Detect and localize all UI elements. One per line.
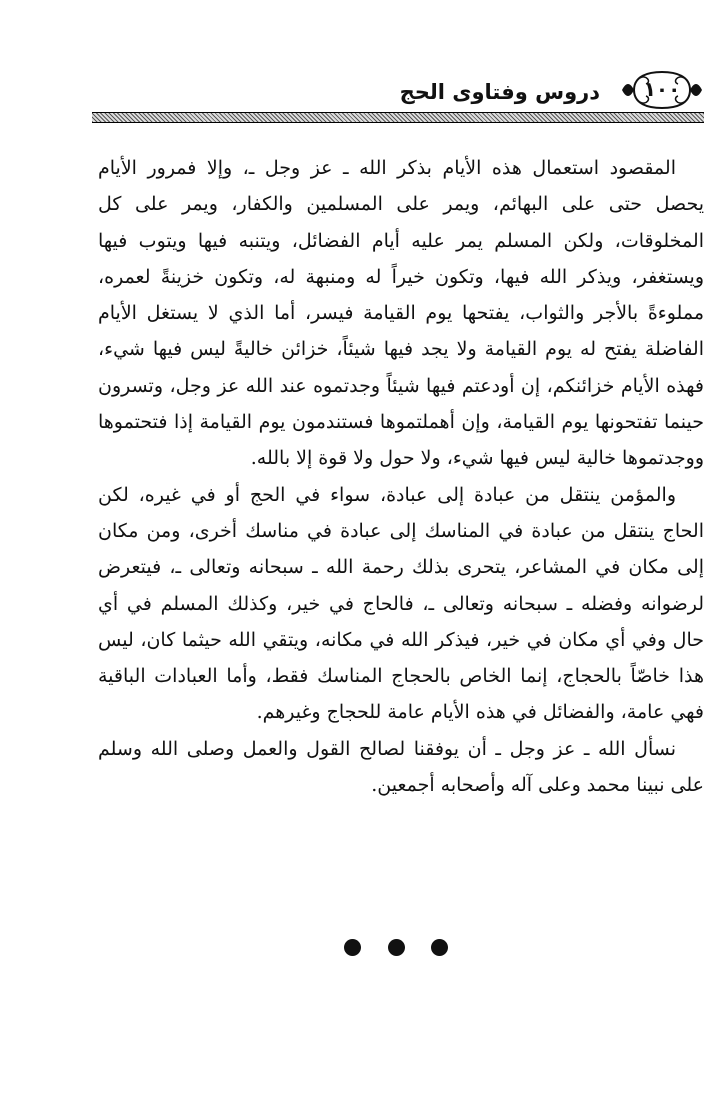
page-number-ornament bbox=[620, 68, 704, 112]
end-dot-icon bbox=[388, 939, 405, 956]
page-number: ١٠٠ bbox=[643, 77, 681, 101]
paragraph: المقصود استعمال هذه الأيام بذكر الله ـ عز وجل ـ، وإلا فمرور الأيام يحصل حتى على البهائم، ويمر على المسلمين والكفار، ويمر على كل المخلوقات، ولكن المسلم يمر عليه أيام الفضائل، ويتنبه فيها ويتوب فيها ويستغفر، ويذكر الله فيها، وتكون خيراً له ومنبهة له، وتكون خزينةً لعمره، مملوءةً بالأجر والثواب، يفتحها يوم القيامة فيسر، أما الذي لا يستغل الأيام الفاضلة يفتح له يوم القيامة ولا يجد فيها شيئاً، خزائن خاليةً ليس فيها شيء، فهذه الأيام خزائنكم، إن أودعتم فيها شيئاً وجدتموه عند الله عز وجل، وتسرون حينما تفتحونها يوم القيامة، وإن أهملتموها فستندمون يوم القيامة إذا فتحتموها ووجدتموها خالية ليس فيها شيء، ولا حول ولا قوة إلا بالله. bbox=[98, 157, 704, 470]
section-end-dots bbox=[336, 935, 456, 959]
page-header bbox=[92, 68, 704, 122]
paragraph: والمؤمن ينتقل من عبادة إلى عبادة، سواء في الحج أو في غيره، لكن الحاج ينتقل من عبادة في المناسك إلى عبادة في مناسك أخرى، ومن مكان إلى مكان في المشاعر، يتحرى بذلك رحمة الله ـ سبحانه وتعالى ـ، فيتعرض لرضوانه وفضله ـ سبحانه وتعالى ـ، فالحاج في خير، وكذلك المسلم في أي حال وفي أي مكان في خير، فيذكر الله في مكانه، ويتقي الله حيثما كان، ليس هذا خاصّاً بالحجاج، إنما الخاص بالحجاج المناسك فقط، وأما العبادات الباقية فهي عامة، والفضائل في هذه الأيام عامة للحجاج وغيرهم. bbox=[98, 483, 704, 724]
end-dot-icon bbox=[431, 939, 448, 956]
paragraph: نسأل الله ـ عز وجل ـ أن يوفقنا لصالح القول والعمل وصلى الله وسلم على نبينا محمد وعلى آله وأصحابه أجمعين. bbox=[98, 737, 704, 797]
header-rule bbox=[92, 112, 704, 123]
page-body bbox=[98, 150, 704, 803]
end-dot-icon bbox=[344, 939, 361, 956]
running-title: دروس وفتاوى الحج bbox=[399, 80, 600, 104]
